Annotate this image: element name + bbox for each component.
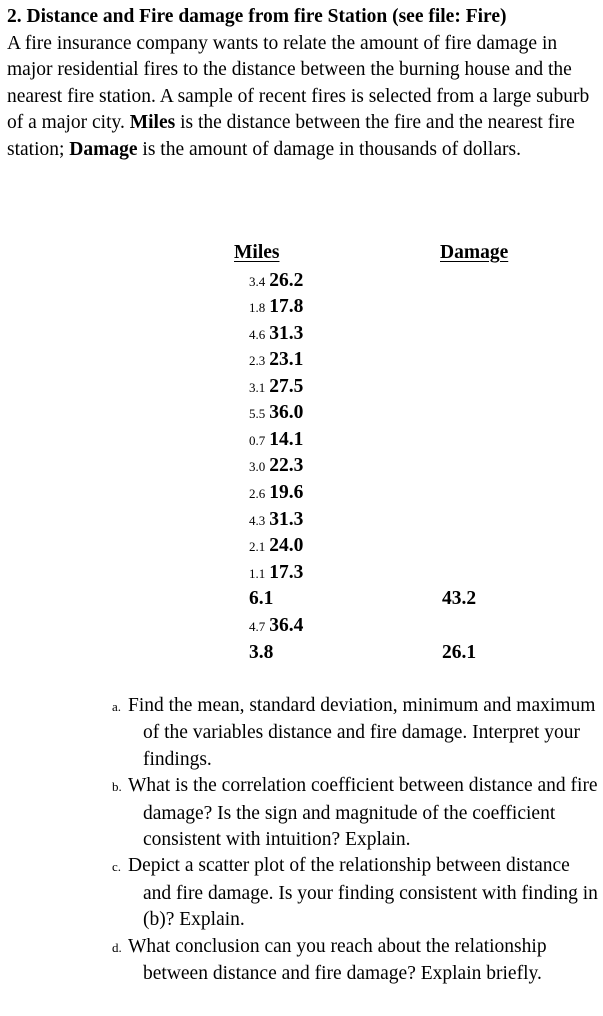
damage-value: 36.4 — [269, 615, 304, 636]
intro-text-3: is the amount of damage in thousands of dollars. — [137, 138, 521, 160]
damage-value: 26.2 — [269, 270, 304, 291]
table-row — [249, 613, 303, 639]
question-marker: c. — [112, 859, 122, 875]
miles-value: 6.1 — [249, 588, 274, 609]
damage-value: 17.3 — [269, 562, 304, 583]
problem-title: 2. Distance and Fire damage from fire Station (see file: Fire) — [7, 6, 507, 27]
damage-value: 14.1 — [269, 429, 304, 450]
question-text: Find the mean, standard deviation, minimum and maximum of the variables distance and fire damage. Interpret your findings. — [128, 695, 596, 770]
damage-value: 19.6 — [269, 482, 304, 503]
table-row — [249, 480, 303, 506]
miles-value: 1.8 — [249, 300, 266, 315]
question-item — [96, 934, 601, 988]
damage-value: 27.5 — [269, 376, 304, 397]
damage-value: 17.8 — [269, 296, 304, 317]
miles-value: 5.5 — [249, 406, 266, 421]
miles-value: 2.3 — [249, 353, 266, 368]
miles-column-header: Miles — [234, 242, 280, 263]
miles-value: 3.8 — [249, 642, 274, 663]
damage-value: 22.3 — [269, 455, 304, 476]
intro-text-2: is the distance between the fire and the nearest fire station; — [7, 112, 575, 160]
question-item — [96, 853, 601, 933]
table-row — [249, 374, 303, 400]
miles-value: 0.7 — [249, 433, 266, 448]
question-list — [96, 693, 601, 987]
question-marker: d. — [112, 939, 122, 955]
damage-value: 23.1 — [269, 349, 304, 370]
question-item — [96, 693, 601, 773]
table-row — [249, 640, 273, 666]
damage-column-header: Damage — [440, 242, 509, 263]
miles-value: 3.1 — [249, 380, 266, 395]
table-row — [249, 586, 273, 612]
question-item — [96, 773, 601, 853]
table-row — [249, 400, 303, 426]
damage-value: 31.3 — [269, 323, 304, 344]
miles-value: 2.1 — [249, 539, 266, 554]
miles-value: 2.6 — [249, 486, 266, 501]
question-text: What conclusion can you reach about the relationship between distance and fire damage? Explain briefly. — [128, 935, 547, 985]
damage-value: 36.0 — [269, 402, 304, 423]
miles-value: 4.7 — [249, 619, 266, 634]
miles-value: 3.0 — [249, 459, 266, 474]
damage-value: 43.2 — [442, 588, 477, 609]
problem-intro — [7, 4, 599, 163]
question-text: Depict a scatter plot of the relationship between distance and fire damage. Is your finding consistent with finding in (b)? Explain. — [128, 855, 598, 931]
miles-value: 1.1 — [249, 566, 266, 581]
miles-value: 4.3 — [249, 513, 266, 528]
table-row — [249, 347, 303, 373]
miles-term: Miles — [129, 112, 176, 133]
table-row — [249, 453, 303, 479]
intro-text-1: A fire insurance company wants to relate the amount of fire damage in major residential fires to the distance between the burning house and the nearest fire station. A sample of recent fires is selected from a large suburb of a major city. — [7, 32, 590, 133]
damage-value: 31.3 — [269, 509, 304, 530]
table-row — [249, 533, 303, 559]
table-row — [249, 321, 303, 347]
damage-value: 26.1 — [442, 642, 477, 663]
question-marker: a. — [112, 699, 122, 714]
miles-value: 3.4 — [249, 274, 266, 289]
question-marker: b. — [112, 779, 122, 795]
table-row — [249, 268, 303, 294]
question-text: What is the correlation coefficient between distance and fire damage? Is the sign and magnitude of the coefficient consistent with intuition? Explain. — [128, 775, 598, 851]
damage-value: 24.0 — [269, 535, 304, 556]
table-row — [249, 507, 303, 533]
table-row — [249, 294, 303, 320]
table-row — [249, 560, 303, 586]
miles-value: 4.6 — [249, 327, 266, 342]
table-row — [249, 427, 303, 453]
damage-term: Damage — [69, 138, 138, 160]
